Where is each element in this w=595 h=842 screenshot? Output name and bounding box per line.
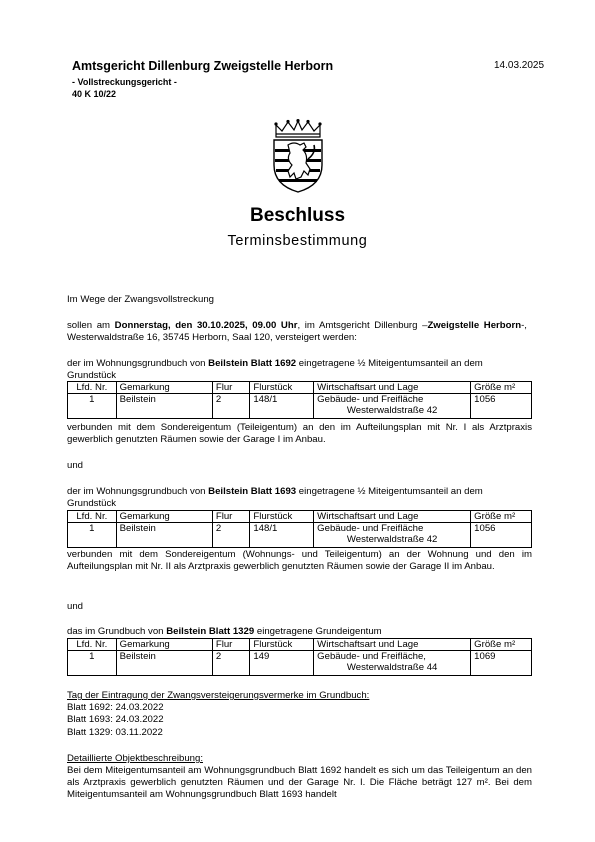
- cell-groesse: 1056: [471, 523, 532, 548]
- connector-und-2: und: [67, 601, 84, 612]
- cell-nr: 1: [68, 651, 117, 676]
- parcel-2-intro-post: eingetragene ½ Miteigentumsanteil an dem Grundstück: [67, 486, 483, 509]
- col-groesse: Größe m²: [471, 639, 532, 651]
- document-title: Beschluss: [249, 205, 346, 226]
- cell-lage-address: Westerwaldstraße 44: [346, 662, 438, 673]
- hesse-coat-of-arms-icon: [268, 119, 328, 193]
- col-groesse: Größe m²: [471, 382, 532, 394]
- parcel-2-intro-pre: der im Wohnungsgrundbuch von: [67, 486, 209, 497]
- parcel-3-intro: [67, 626, 527, 638]
- cell-lage: [314, 394, 471, 419]
- parcel-1-register: Beilstein Blatt 1692: [208, 358, 297, 369]
- col-groesse: Größe m²: [471, 511, 532, 523]
- col-lage: Wirtschaftsart und Lage: [314, 382, 471, 394]
- registration-line: Blatt 1329: 03.11.2022: [67, 727, 163, 738]
- col-gemarkung: Gemarkung: [116, 639, 212, 651]
- col-lfd-nr: Lfd. Nr.: [68, 382, 117, 394]
- parcel-1-intro-pre: der im Wohnungsgrundbuch von: [67, 358, 209, 369]
- col-flurstueck: Flurstück: [250, 382, 314, 394]
- col-flurstueck: Flurstück: [250, 511, 314, 523]
- col-flur: Flur: [212, 639, 249, 651]
- cell-flur: 2: [212, 394, 249, 419]
- col-flur: Flur: [212, 511, 249, 523]
- cell-lage-type: Gebäude- und Freifläche,: [317, 651, 426, 662]
- parcel-3-table: [67, 638, 532, 676]
- parcel-3-register: Beilstein Blatt 1329: [166, 626, 255, 637]
- parcel-2-register: Beilstein Blatt 1693: [208, 486, 297, 497]
- cell-gemarkung: Beilstein: [116, 523, 212, 548]
- auction-pre: sollen am: [67, 320, 115, 331]
- court-name: Amtsgericht Dillenburg Zweigstelle Herborn: [72, 59, 334, 73]
- cell-flur: 2: [212, 651, 249, 676]
- cell-flurstueck: 148/1: [250, 523, 314, 548]
- auction-mid: , im Amtsgericht Dillenburg –: [297, 320, 428, 331]
- court-division: - Vollstreckungsgericht -: [72, 77, 177, 87]
- parcel-2-note: verbunden mit dem Sondereigentum (Wohnungs- und Teileigentum) an der Wohnung und den im Aufteilungsplan mit Nr. II als Arztpraxis gewerblich genutzten Räumen sowie der Garage II im Anbau.: [67, 549, 532, 572]
- description-heading: Detaillierte Objektbeschreibung:: [67, 753, 203, 764]
- col-gemarkung: Gemarkung: [116, 382, 212, 394]
- cell-nr: 1: [68, 523, 117, 548]
- cell-flurstueck: 149: [250, 651, 314, 676]
- parcel-2-table: [67, 510, 532, 548]
- connector-und-1: und: [67, 460, 84, 471]
- cell-lage: [314, 523, 471, 548]
- parcel-1-intro: [67, 358, 527, 382]
- auction-paragraph: [67, 320, 527, 344]
- registration-line: Blatt 1692: 24.03.2022: [67, 702, 164, 713]
- col-lfd-nr: Lfd. Nr.: [68, 639, 117, 651]
- col-flur: Flur: [212, 382, 249, 394]
- cell-flurstueck: 148/1: [250, 394, 314, 419]
- col-lage: Wirtschaftsart und Lage: [314, 639, 471, 651]
- table-header-row: [68, 639, 532, 651]
- intro-text: Im Wege der Zwangsvollstreckung: [67, 294, 214, 305]
- auction-date: Donnerstag, den 30.10.2025, 09.00 Uhr: [114, 320, 298, 331]
- registration-heading: Tag der Eintragung der Zwangsversteigerungsvermerke im Grundbuch:: [67, 690, 370, 701]
- table-row: [68, 394, 532, 419]
- col-flurstueck: Flurstück: [250, 639, 314, 651]
- auction-post: -, Westerwaldstraße 16, 35745 Herborn, Saal 120, versteigert werden:: [67, 320, 527, 343]
- parcel-2-intro: [67, 486, 527, 510]
- cell-lage-type: Gebäude- und Freifläche: [317, 523, 424, 534]
- file-number: 40 K 10/22: [72, 89, 117, 99]
- parcel-3-intro-pre: das im Grundbuch von: [67, 626, 167, 637]
- cell-flur: 2: [212, 523, 249, 548]
- cell-lage-address: Westerwaldstraße 42: [346, 405, 438, 416]
- description-text: Bei dem Miteigentumsanteil am Wohnungsgrundbuch Blatt 1692 handelt es sich um das Teileigentum an den als Arztpraxis gewerblich genutzten Räumen und der Garage Nr. I. Die Fläche beträgt 127 m². Bei dem Miteigentumsanteil am Wohnungsgrundbuch Blatt 1693 handelt: [67, 765, 532, 800]
- cell-gemarkung: Beilstein: [116, 651, 212, 676]
- auction-place: Zweigstelle Herborn: [427, 320, 522, 331]
- col-lfd-nr: Lfd. Nr.: [68, 511, 117, 523]
- table-row: [68, 523, 532, 548]
- col-gemarkung: Gemarkung: [116, 511, 212, 523]
- cell-lage: [314, 651, 471, 676]
- table-header-row: [68, 511, 532, 523]
- table-row: [68, 651, 532, 676]
- parcel-1-table: [67, 381, 532, 419]
- col-lage: Wirtschaftsart und Lage: [314, 511, 471, 523]
- parcel-1-note: verbunden mit dem Sondereigentum (Teileigentum) an den im Aufteilungsplan mit Nr. I als Arztpraxis gewerblich genutzten Räumen sowie der Garage I im Anbau.: [67, 422, 532, 445]
- cell-lage-address: Westerwaldstraße 42: [346, 534, 438, 545]
- cell-lage-type: Gebäude- und Freifläche: [317, 394, 424, 405]
- cell-nr: 1: [68, 394, 117, 419]
- document-subtitle: Terminsbestimmung: [227, 233, 368, 249]
- parcel-3-intro-post: eingetragene Grundeigentum: [254, 626, 382, 637]
- parcel-1-intro-post: eingetragene ½ Miteigentumsanteil an dem Grundstück: [67, 358, 483, 381]
- cell-groesse: 1056: [471, 394, 532, 419]
- cell-gemarkung: Beilstein: [116, 394, 212, 419]
- table-header-row: [68, 382, 532, 394]
- document-date: 14.03.2025: [494, 60, 545, 71]
- registration-line: Blatt 1693: 24.03.2022: [67, 714, 164, 725]
- cell-groesse: 1069: [471, 651, 532, 676]
